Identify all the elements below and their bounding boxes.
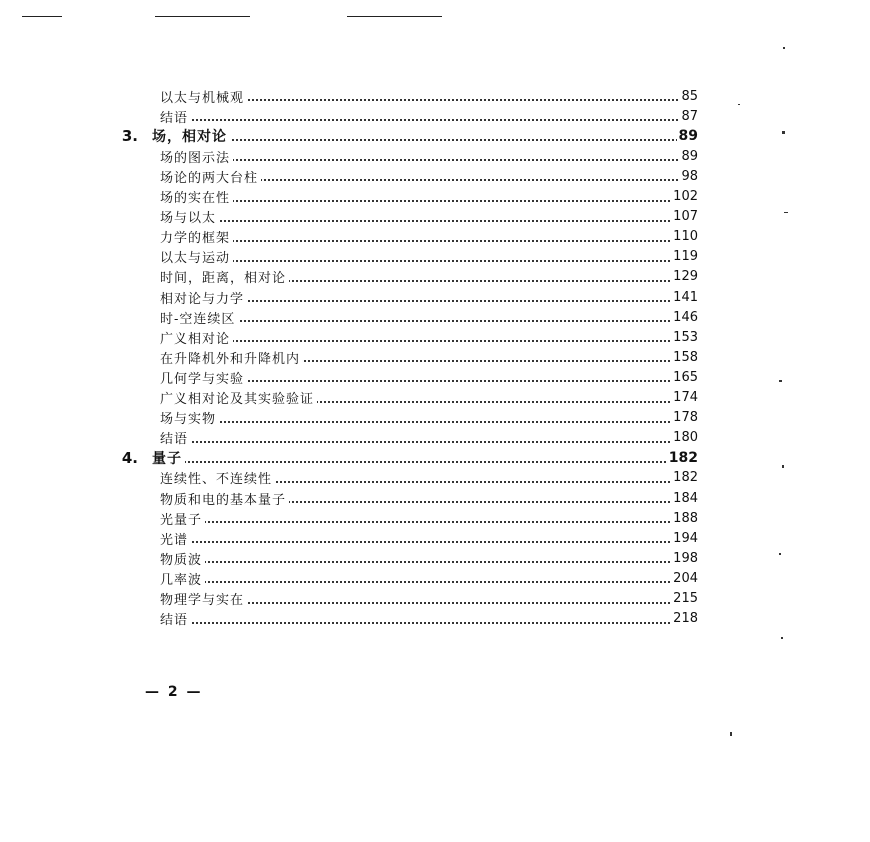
toc-row: [0, 307, 870, 327]
toc-page-number: 215: [673, 591, 698, 606]
toc-entry-title: 几率波: [160, 569, 205, 588]
toc-row: [0, 106, 870, 126]
scan-speck: [784, 212, 788, 213]
dot-leader: [160, 200, 690, 202]
dot-leader: [160, 340, 690, 342]
toc-entry-title: 时-空连续区: [160, 308, 238, 327]
toc-row: [0, 187, 870, 207]
toc-row: [0, 568, 870, 588]
toc-page-number: 218: [673, 611, 698, 627]
toc-page-number: 102: [673, 189, 698, 204]
toc-entry-title: 结语: [160, 609, 191, 628]
toc-row: [0, 408, 870, 428]
scan-speck: [783, 47, 785, 49]
toc-entry-title: 场论的两大台柱: [160, 167, 261, 186]
scan-speck: [781, 637, 783, 639]
scan-speck: [738, 104, 740, 105]
toc-page-number: 174: [673, 390, 698, 405]
dot-leader: [160, 622, 690, 624]
toc-entry-title: 场的实在性: [160, 187, 233, 206]
toc-page-number: 188: [673, 510, 698, 526]
toc-page-number: 184: [673, 490, 698, 506]
toc-entry-title: 光谱: [160, 529, 191, 548]
scan-speck: [779, 553, 781, 555]
toc-entry-title: 物理学与实在: [160, 589, 247, 608]
toc-entry-title: 在升降机外和升降机内: [160, 348, 303, 367]
toc-page-number: 119: [673, 249, 698, 265]
toc-entry-title: 场与以太: [160, 207, 219, 226]
toc-page-number: 204: [673, 570, 698, 586]
toc-row: [0, 589, 870, 609]
toc-row: [0, 207, 870, 227]
toc-page-number: 158: [673, 349, 698, 365]
dot-leader: [160, 260, 690, 262]
chapter-number: 4.: [121, 448, 138, 467]
toc-page-number: 98: [681, 168, 698, 184]
toc-row: [0, 327, 870, 347]
dot-leader: [160, 541, 690, 543]
toc-entry-title: 物质和电的基本量子: [160, 489, 289, 508]
toc-page-number: 180: [673, 430, 698, 446]
toc-entry-title: 广义相对论及其实验验证: [160, 388, 317, 407]
toc-row: [0, 468, 870, 488]
toc-entry-title: 场的图示法: [160, 147, 233, 166]
toc-page-number: 165: [673, 369, 698, 385]
dot-leader: [160, 421, 690, 423]
toc-row: [0, 267, 870, 287]
toc-row: [0, 367, 870, 387]
toc-row: [0, 146, 870, 166]
toc-entry-title: 物质波: [160, 549, 205, 568]
toc-chapter-row: [0, 126, 870, 146]
toc-page-number: 141: [673, 289, 698, 305]
toc-entry-title: 量子: [152, 448, 185, 468]
toc-row: [0, 528, 870, 548]
toc-row: [0, 508, 870, 528]
toc-entry-title: 结语: [160, 428, 191, 447]
toc-row: [0, 428, 870, 448]
toc-page-number: 153: [673, 329, 698, 345]
toc-page-number: 89: [681, 148, 698, 164]
toc-row: [0, 287, 870, 307]
toc-row: [0, 247, 870, 267]
dot-leader: [160, 220, 690, 222]
toc-row: [0, 166, 870, 186]
header-rule-right: [347, 16, 442, 17]
scan-speck: [782, 131, 785, 134]
toc-row: [0, 388, 870, 408]
toc-page-number: 87: [681, 108, 698, 124]
toc-entry-title: 广义相对论: [160, 328, 233, 347]
header-rule-left: [22, 16, 62, 17]
dot-leader: [160, 320, 690, 322]
toc-entry-title: 力学的框架: [160, 227, 233, 246]
toc-row: [0, 488, 870, 508]
toc-page-number: 198: [673, 550, 698, 566]
dot-leader: [160, 119, 690, 121]
toc-entry-title: 场，相对论: [152, 126, 230, 146]
toc-entry-title: 时间，距离，相对论: [160, 267, 289, 286]
toc-page-number: 89: [678, 128, 698, 145]
header-rule-middle: [155, 16, 250, 17]
page-number: — 2 —: [145, 684, 203, 700]
toc-row: [0, 609, 870, 629]
toc-row: [0, 86, 870, 106]
toc-page-number: 85: [681, 88, 698, 104]
toc-entry-title: 光量子: [160, 509, 205, 528]
toc-page-number: 182: [673, 470, 698, 486]
dot-leader: [160, 561, 690, 563]
chapter-number: 3.: [121, 127, 138, 146]
toc-page-number: 182: [668, 449, 698, 466]
toc-row: [0, 347, 870, 367]
toc-page-number: 194: [673, 530, 698, 546]
toc-page-number: 110: [673, 229, 698, 245]
toc-row: [0, 548, 870, 568]
toc-chapter-row: [0, 448, 870, 468]
toc-row: [0, 227, 870, 247]
toc-page-number: 146: [673, 309, 698, 325]
toc-entry-title: 以太与运动: [160, 247, 233, 266]
toc-entry-title: 场与实物: [160, 408, 219, 427]
toc-page-number: 107: [673, 209, 698, 225]
toc-entry-title: 连续性、不连续性: [160, 468, 275, 487]
dot-leader: [160, 521, 690, 523]
toc-entry-title: 结语: [160, 107, 191, 126]
scan-speck: [782, 465, 784, 468]
toc-entry-title: 以太与机械观: [160, 87, 247, 106]
dot-leader: [160, 581, 690, 583]
scan-speck: [730, 732, 732, 736]
dot-leader: [152, 461, 690, 463]
toc-entry-title: 几何学与实验: [160, 368, 247, 387]
dot-leader: [160, 441, 690, 443]
scan-speck: [779, 380, 782, 382]
toc-page-number: 129: [673, 269, 698, 285]
dot-leader: [152, 139, 690, 141]
dot-leader: [160, 240, 690, 242]
toc-entry-title: 相对论与力学: [160, 288, 247, 307]
dot-leader: [160, 159, 690, 161]
toc-page-number: 178: [673, 410, 698, 426]
